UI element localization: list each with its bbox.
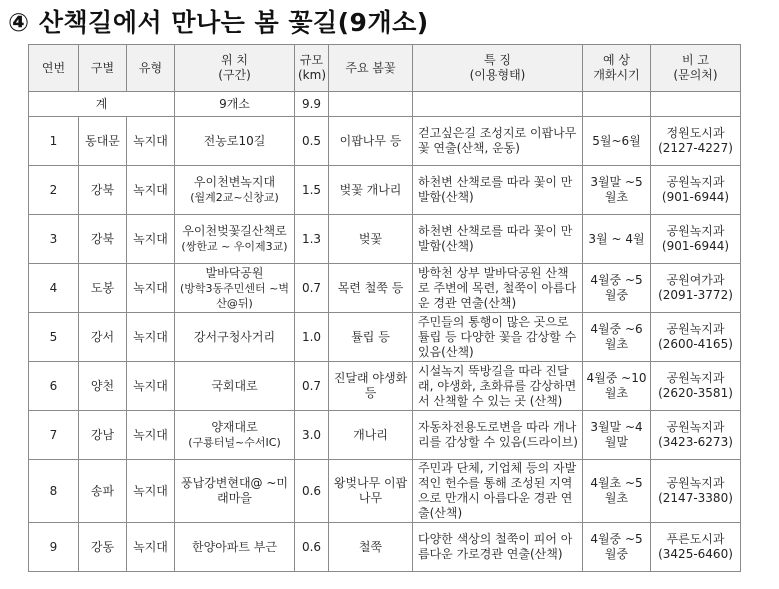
table-row	[29, 411, 741, 460]
cell-district: 강남	[79, 411, 127, 460]
cell-feature: 다양한 색상의 철쭉이 피어 아름다운 가로경관 연출(산책)	[413, 523, 583, 572]
table-row	[29, 166, 741, 215]
cell-scale: 0.5	[295, 117, 329, 166]
cell-flowers: 튤립 등	[329, 313, 413, 362]
cell-note: 공원여가과 (2091-3772)	[651, 264, 741, 313]
cell-feature: 주민과 단체, 기업체 등의 자발적인 헌수를 통해 조성된 지역으로 만개시 아름다운 경관 연출(산책)	[413, 460, 583, 523]
cell-bloom: 3월말 ~4월말	[583, 411, 651, 460]
cell-feature: 방학천 상부 발바닥공원 산책로 주변에 목련, 철쭉이 아름다운 경관 연출(산책)	[413, 264, 583, 313]
col-no: 연번	[29, 45, 79, 92]
cell-scale: 0.7	[295, 362, 329, 411]
cell-no: 6	[29, 362, 79, 411]
cell-bloom: 4월중 ~5월중	[583, 264, 651, 313]
cell-district: 양천	[79, 362, 127, 411]
cell-bloom: 4월중 ~6월초	[583, 313, 651, 362]
cell-type: 녹지대	[127, 411, 175, 460]
cell-type: 녹지대	[127, 460, 175, 523]
cell-type: 녹지대	[127, 117, 175, 166]
cell-location: 발바닥공원 (방학3동주민센터 ~벽산@뒤)	[175, 264, 295, 313]
table-row	[29, 313, 741, 362]
summary-label: 계	[29, 92, 175, 117]
col-scale: 규모 (km)	[295, 45, 329, 92]
table-row	[29, 362, 741, 411]
cell-note: 공원녹지과 (901-6944)	[651, 215, 741, 264]
cell-note: 공원녹지과 (2620-3581)	[651, 362, 741, 411]
col-location: 위 치 (구간)	[175, 45, 295, 92]
flower-path-table	[28, 44, 741, 572]
cell-feature: 주민들의 통행이 많은 곳으로 튤립 등 다양한 꽃을 감상할 수 있음(산책)	[413, 313, 583, 362]
cell-note: 공원녹지과 (2147-3380)	[651, 460, 741, 523]
cell-location: 우이천벚꽃길산책로 (쌍한교 ~ 우이제3교)	[175, 215, 295, 264]
cell-district: 도봉	[79, 264, 127, 313]
cell-district: 동대문	[79, 117, 127, 166]
cell-type: 녹지대	[127, 523, 175, 572]
cell-no: 7	[29, 411, 79, 460]
cell-feature: 하천변 산책로를 따라 꽃이 만발함(산책)	[413, 215, 583, 264]
cell-bloom: 4월중 ~5월중	[583, 523, 651, 572]
cell-flowers: 벚꽃 개나리	[329, 166, 413, 215]
table-row	[29, 117, 741, 166]
cell-location: 전농로10길	[175, 117, 295, 166]
cell-no: 3	[29, 215, 79, 264]
cell-bloom: 5월~6월	[583, 117, 651, 166]
cell-note: 공원녹지과 (901-6944)	[651, 166, 741, 215]
cell-flowers: 철쭉	[329, 523, 413, 572]
cell-location: 강서구청사거리	[175, 313, 295, 362]
cell-scale: 1.5	[295, 166, 329, 215]
cell-location: 국회대로	[175, 362, 295, 411]
cell-scale: 0.7	[295, 264, 329, 313]
cell-feature: 하천변 산책로를 따라 꽃이 만발함(산책)	[413, 166, 583, 215]
cell-no: 8	[29, 460, 79, 523]
cell-type: 녹지대	[127, 362, 175, 411]
col-note: 비 고 (문의처)	[651, 45, 741, 92]
cell-scale: 1.3	[295, 215, 329, 264]
cell-type: 녹지대	[127, 313, 175, 362]
page-title: ④ 산책길에서 만나는 봄 꽃길(9개소)	[8, 8, 429, 37]
cell-location: 우이천변녹지대 (월계2교~신창교)	[175, 166, 295, 215]
cell-district: 강서	[79, 313, 127, 362]
cell-district: 송파	[79, 460, 127, 523]
table-row	[29, 215, 741, 264]
cell-scale: 0.6	[295, 523, 329, 572]
table-header	[29, 45, 741, 92]
cell-flowers: 벚꽃	[329, 215, 413, 264]
cell-district: 강동	[79, 523, 127, 572]
table-row	[29, 460, 741, 523]
cell-location: 한양아파트 부근	[175, 523, 295, 572]
cell-note: 공원녹지과 (3423-6273)	[651, 411, 741, 460]
cell-location: 풍납강변현대@ ~미래마을	[175, 460, 295, 523]
cell-bloom: 4월중 ~10월초	[583, 362, 651, 411]
cell-bloom: 3월 ~ 4월	[583, 215, 651, 264]
cell-bloom: 4월초 ~5월초	[583, 460, 651, 523]
table-row	[29, 264, 741, 313]
col-type: 유형	[127, 45, 175, 92]
cell-flowers: 목련 철쭉 등	[329, 264, 413, 313]
cell-type: 녹지대	[127, 215, 175, 264]
cell-note: 공원녹지과 (2600-4165)	[651, 313, 741, 362]
cell-district: 강북	[79, 215, 127, 264]
cell-feature: 걷고싶은길 조성지로 이팝나무 꽃 연출(산책, 운동)	[413, 117, 583, 166]
cell-district: 강북	[79, 166, 127, 215]
cell-feature: 자동차전용도로변을 따라 개나리를 감상할 수 있음(드라이브)	[413, 411, 583, 460]
cell-note: 정원도시과 (2127-4227)	[651, 117, 741, 166]
cell-flowers: 진달래 야생화 등	[329, 362, 413, 411]
cell-flowers: 왕벚나무 이팝나무	[329, 460, 413, 523]
cell-scale: 1.0	[295, 313, 329, 362]
summary-location: 9개소	[175, 92, 295, 117]
cell-bloom: 3월말 ~5월초	[583, 166, 651, 215]
cell-flowers: 개나리	[329, 411, 413, 460]
cell-no: 2	[29, 166, 79, 215]
cell-type: 녹지대	[127, 264, 175, 313]
cell-scale: 3.0	[295, 411, 329, 460]
cell-no: 5	[29, 313, 79, 362]
col-bloom: 예 상 개화시기	[583, 45, 651, 92]
cell-location: 양재대로 (구룡터널~수서IC)	[175, 411, 295, 460]
cell-no: 1	[29, 117, 79, 166]
col-flowers: 주요 봄꽃	[329, 45, 413, 92]
table-row	[29, 523, 741, 572]
cell-no: 4	[29, 264, 79, 313]
cell-type: 녹지대	[127, 166, 175, 215]
cell-flowers: 이팝나무 등	[329, 117, 413, 166]
col-feature: 특 징 (이용형태)	[413, 45, 583, 92]
cell-feature: 시설녹지 뚝방길을 따라 진달래, 야생화, 초화류를 감상하면서 산책할 수 있는 곳 (산책)	[413, 362, 583, 411]
cell-scale: 0.6	[295, 460, 329, 523]
cell-note: 푸른도시과 (3425-6460)	[651, 523, 741, 572]
summary-scale: 9.9	[295, 92, 329, 117]
col-district: 구별	[79, 45, 127, 92]
summary-row	[29, 92, 741, 117]
cell-no: 9	[29, 523, 79, 572]
